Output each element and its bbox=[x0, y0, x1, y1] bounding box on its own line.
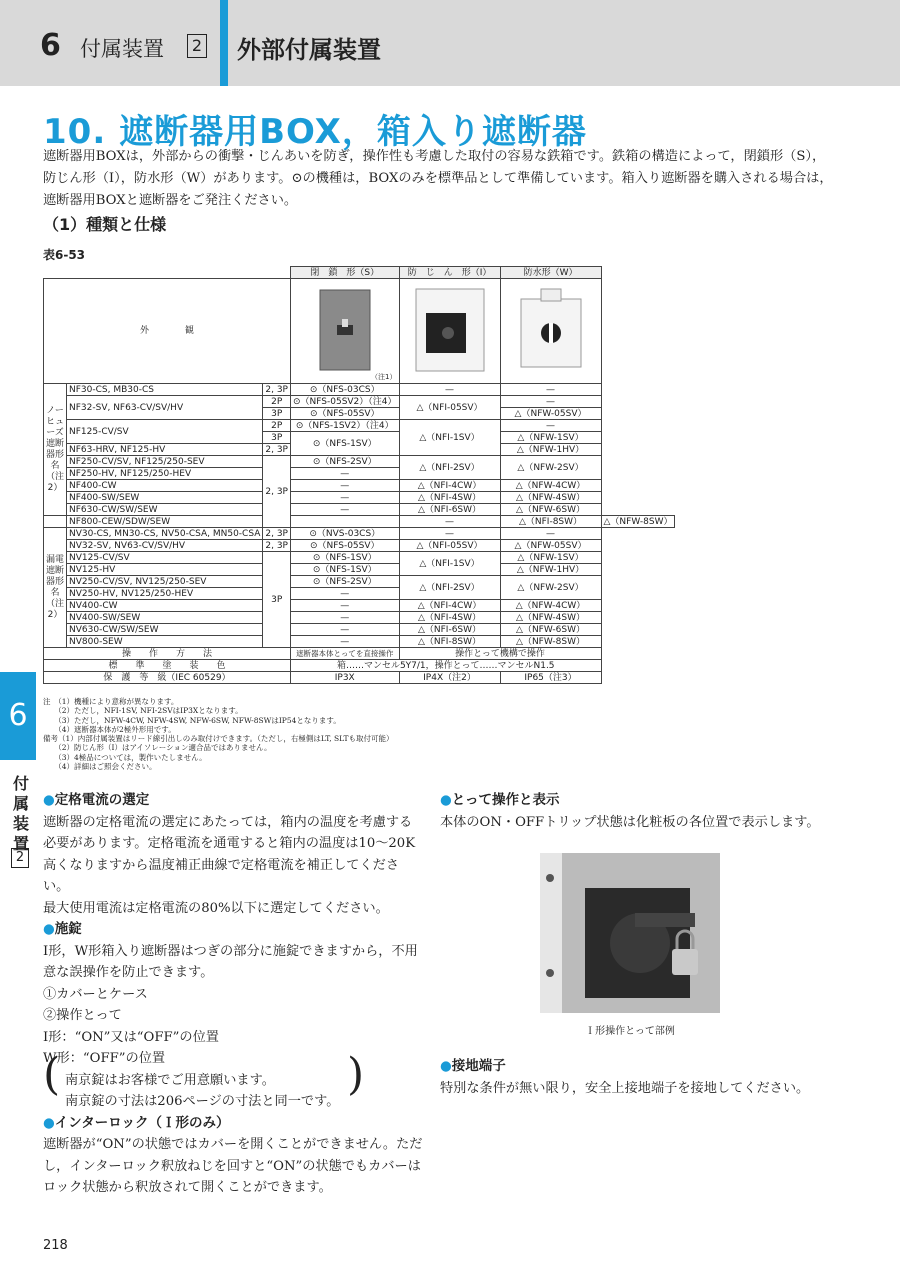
table-row bbox=[44, 504, 675, 516]
w-cell: — bbox=[500, 384, 601, 396]
pole-cell: 2P bbox=[263, 420, 291, 432]
side-chapter-title: 付属装置 bbox=[12, 774, 29, 853]
s-cell: ⊙（NFS-1SV） bbox=[290, 552, 399, 564]
s-cell: ⊙（NFS-1SV） bbox=[290, 564, 399, 576]
table-row bbox=[44, 600, 675, 612]
pole-cell: 2, 3P bbox=[263, 540, 291, 552]
heading-ground-terminal bbox=[440, 1056, 825, 1078]
side-box-number: 2 bbox=[11, 848, 29, 868]
table-row-protection bbox=[44, 672, 675, 684]
note-line: （3）ただし，NFW-4CW, NFW-4SW, NFW-6SW, NFW-8SWはIP54となります。 bbox=[43, 715, 341, 725]
model-cell: NF250-CV/SV, NF125/250-SEV bbox=[67, 456, 263, 468]
heading-handle-operation bbox=[440, 790, 825, 812]
note-line: 注 （1）機種により意称が異なります。 bbox=[43, 697, 179, 706]
subsection-heading: （1）種類と仕様 bbox=[43, 215, 167, 234]
pole-cell: 3P bbox=[263, 552, 291, 648]
table-row bbox=[44, 528, 675, 540]
intro-paragraph: 遮断器用BOXは，外部からの衝撃・じんあいを防ぎ，操作性も考慮した取付の容易な鉄箱です。鉄箱の構造によって，閉鎖形（S），防じん形（I），防水形（W）があります。⊙の機種は，BOXのみを標準品として準備しています。箱入り遮断器を購入される場合は，遮断器用BOXと遮断器をご発注ください。 bbox=[43, 149, 833, 208]
chapter-title: 付属装置 bbox=[80, 37, 164, 61]
s-cell: ⊙（NFS-05SV） bbox=[290, 540, 399, 552]
table-header-row bbox=[44, 267, 675, 279]
i-cell: △（NFI-8SW） bbox=[399, 636, 500, 648]
w-cell: △（NFW-8SW） bbox=[500, 636, 601, 648]
chapter-side-tab: 6 bbox=[0, 672, 36, 760]
s-cell: ⊙（NVS-03CS） bbox=[290, 528, 399, 540]
paragraph: 最大使用電流は定格電流の80%以下に選定してください。 bbox=[43, 900, 389, 916]
table-row bbox=[44, 384, 675, 396]
w-cell: △（NFW-6SW） bbox=[500, 504, 601, 516]
op-iw-cell: 操作とって機構で操作 bbox=[399, 648, 601, 660]
col-header-s: 閉 鎖 形（S） bbox=[290, 267, 399, 279]
padlock-note bbox=[43, 1070, 423, 1113]
s-cell: ⊙（NFS-05SV） bbox=[290, 408, 399, 420]
s-cell: ⊙（NFS-1SV） bbox=[290, 432, 399, 456]
paint-label: 標 準 塗 装 色 bbox=[44, 660, 291, 672]
table-row bbox=[44, 540, 675, 552]
bullet-icon: ● bbox=[43, 1114, 55, 1131]
op-method-label: 操 作 方 法 bbox=[44, 648, 291, 660]
s-cell: — bbox=[290, 468, 399, 480]
table-row bbox=[44, 480, 675, 492]
waterproof-box-image bbox=[511, 285, 591, 375]
w-cell: △（NFW-05SV） bbox=[500, 540, 601, 552]
right-column bbox=[440, 790, 825, 1099]
s-cell: ⊙（NFS-05SV2）（注4） bbox=[290, 396, 399, 408]
w-cell: — bbox=[500, 420, 601, 432]
s-cell: — bbox=[290, 612, 399, 624]
note-line: （4）遮断器本体が2極外形用です。 bbox=[43, 724, 176, 734]
bullet-icon: ● bbox=[43, 792, 55, 808]
w-cell: △（NFW-4CW） bbox=[500, 480, 601, 492]
s-cell: ⊙（NFS-1SV2）（注4） bbox=[290, 420, 399, 432]
i-cell: △（NFI-4SW） bbox=[399, 492, 500, 504]
i-cell: △（NFI-6SW） bbox=[399, 624, 500, 636]
table-row bbox=[44, 624, 675, 636]
paragraph: 遮断器の定格電流の選定にあたっては，箱内の温度を考慮する必要があります。定格電流を通電すると箱内の温度は10〜20K高くなりますから温度補正曲線で定格電流を補正してください。 bbox=[43, 814, 416, 894]
model-cell: NF30-CS, MB30-CS bbox=[67, 384, 263, 396]
protection-i: IP4X（注2） bbox=[399, 672, 500, 684]
bullet-icon: ● bbox=[440, 792, 452, 808]
pole-cell: 2P bbox=[263, 396, 291, 408]
handle-photo bbox=[540, 853, 720, 1042]
pole-cell bbox=[290, 516, 399, 528]
protection-label: 保 護 等 級（IEC 60529） bbox=[44, 672, 291, 684]
i-cell: △（NFI-1SV） bbox=[399, 552, 500, 576]
paragraph: 特別な条件が無い限り，安全上接地端子を接地してください。 bbox=[440, 1080, 810, 1096]
i-cell: △（NFI-6SW） bbox=[399, 504, 500, 516]
table-row bbox=[44, 576, 675, 588]
heading-text: 施錠 bbox=[54, 921, 82, 937]
heading-text: とって操作と表示 bbox=[451, 792, 560, 808]
table-row bbox=[44, 552, 675, 564]
op-s-cell: 遮断器本体とってを直接操作 bbox=[290, 648, 399, 660]
model-cell: NV250-HV, NV125/250-HEV bbox=[67, 588, 263, 600]
note-line: （4）詳細はご照会ください。 bbox=[43, 762, 157, 772]
photo-dustproof-type bbox=[399, 279, 500, 384]
model-cell: NV125-CV/SV bbox=[67, 552, 263, 564]
chapter-number: 6 bbox=[40, 28, 61, 63]
i-cell: △（NFI-2SV） bbox=[399, 576, 500, 600]
heading-text: 接地端子 bbox=[451, 1058, 506, 1074]
model-cell: NF400-SW/SEW bbox=[67, 492, 263, 504]
section-title: 外部付属装置 bbox=[237, 36, 381, 64]
paragraph: 南京錠の寸法は206ページの寸法と同一です。 bbox=[65, 1094, 340, 1109]
table-notes bbox=[43, 697, 393, 771]
model-cell: NV32-SV, NV63-CV/SV/HV bbox=[67, 540, 263, 552]
table-row bbox=[44, 456, 675, 468]
note-line: 備考（1）内部付属装置はリード線引出しのみ取付けできます。（ただし，右極側はLT, SLTも取付可能） bbox=[43, 734, 394, 744]
paint-value: 箱……マンセル5Y7/1，操作とって……マンセルN1.5 bbox=[290, 660, 601, 672]
pole-cell: 3P bbox=[263, 408, 291, 420]
pole-cell: 2, 3P bbox=[263, 456, 291, 528]
paragraph: 本体のON・OFFトリップ状態は化粧板の各位置で表示します。 bbox=[440, 814, 820, 830]
s-cell: — bbox=[290, 588, 399, 600]
appearance-label: 外 観 bbox=[44, 279, 291, 384]
note-line: （2）ただし，NFI-1SV, NFI-2SVはIP3Xとなります。 bbox=[43, 706, 243, 716]
s-cell: — bbox=[290, 480, 399, 492]
table-row bbox=[44, 396, 675, 408]
w-cell: △（NFW-1SV） bbox=[500, 432, 601, 444]
w-cell: △（NFW-4SW） bbox=[500, 492, 601, 504]
pole-cell: 2, 3P bbox=[263, 384, 291, 396]
i-cell: △（NFI-05SV） bbox=[399, 396, 500, 420]
model-cell: NF250-HV, NF125/250-HEV bbox=[67, 468, 263, 480]
page-number: 218 bbox=[43, 1238, 68, 1253]
i-cell: △（NFI-4CW） bbox=[399, 600, 500, 612]
w-cell: △（NFW-1HV） bbox=[500, 444, 601, 456]
s-cell: ⊙（NFS-2SV） bbox=[290, 456, 399, 468]
w-cell: — bbox=[500, 528, 601, 540]
table-row bbox=[44, 420, 675, 432]
header-accent-bar bbox=[220, 0, 228, 86]
heading-text: インターロック（Ｉ形のみ） bbox=[54, 1114, 230, 1131]
paragraph: 遮断器が“ON”の状態ではカバーを開くことができません。ただし，インターロック釈放ねじを回すと“ON”の状態でもカバーはロック状態から釈放されて開くことができます。 bbox=[43, 1137, 423, 1195]
dustproof-box-image bbox=[410, 285, 490, 375]
model-cell: NF630-CW/SW/SEW bbox=[67, 504, 263, 516]
paragraph: W形：“OFF”の位置 bbox=[43, 1051, 166, 1066]
model-cell: NV630-CW/SW/SEW bbox=[67, 624, 263, 636]
heading-locking bbox=[43, 919, 423, 941]
heading-rated-current bbox=[43, 790, 423, 812]
w-cell: △（NFW-4SW） bbox=[500, 612, 601, 624]
w-cell: △（NFW-1SV） bbox=[500, 552, 601, 564]
s-cell: — bbox=[290, 504, 399, 516]
table-row-appearance bbox=[44, 279, 675, 384]
w-cell: △（NFW-4CW） bbox=[500, 600, 601, 612]
photo-caption: Ｉ形操作とって部例 bbox=[585, 1025, 675, 1037]
model-cell: NF125-CV/SV bbox=[67, 420, 263, 444]
s-cell: ⊙（NFS-03CS） bbox=[290, 384, 399, 396]
i-cell: — bbox=[399, 384, 500, 396]
bullet-icon: ● bbox=[440, 1058, 452, 1074]
model-cell: NF800-CEW/SDW/SEW bbox=[67, 516, 263, 528]
note-line: （2）防じん形（I）はアイソレーション適合品ではありません。 bbox=[43, 743, 272, 753]
s-cell: — bbox=[290, 636, 399, 648]
left-column bbox=[43, 790, 423, 1199]
model-cell: NF63-HRV, NF125-HV bbox=[67, 444, 263, 456]
s-cell: ⊙（NFS-2SV） bbox=[290, 576, 399, 588]
w-cell: △（NFW-8SW） bbox=[601, 516, 675, 528]
w-cell: △（NFW-6SW） bbox=[500, 624, 601, 636]
note-line: （3）4極品については，製作いたしません。 bbox=[43, 752, 207, 762]
i-cell: △（NFI-1SV） bbox=[399, 420, 500, 456]
model-cell: NF32-SV, NF63-CV/SV/HV bbox=[67, 396, 263, 420]
protection-w: IP65（注3） bbox=[500, 672, 601, 684]
photo-note: （注1） bbox=[371, 373, 397, 381]
heading-text: 定格電流の選定 bbox=[54, 792, 150, 808]
i-cell: △（NFI-05SV） bbox=[399, 540, 500, 552]
w-cell: △（NFW-2SV） bbox=[500, 576, 601, 600]
w-cell: — bbox=[500, 396, 601, 408]
pole-cell: 3P bbox=[263, 432, 291, 444]
table-caption: 表6-53 bbox=[43, 248, 86, 262]
s-cell: — bbox=[290, 624, 399, 636]
col-header-w: 防水形（W） bbox=[500, 267, 601, 279]
paragraph: ①カバーとケース bbox=[43, 986, 148, 1002]
i-cell: — bbox=[399, 528, 500, 540]
pole-cell: 2, 3P bbox=[263, 444, 291, 456]
col-header-i: 防 じ ん 形（I） bbox=[399, 267, 500, 279]
w-cell: △（NFW-2SV） bbox=[500, 456, 601, 480]
protection-s: IP3X bbox=[290, 672, 399, 684]
table-row bbox=[44, 564, 675, 576]
w-cell: △（NFW-05SV） bbox=[500, 408, 601, 420]
paragraph: ( 南京錠はお客様でご用意願います。 bbox=[65, 1072, 275, 1088]
photo-closed-type bbox=[290, 279, 399, 384]
model-cell: NV125-HV bbox=[67, 564, 263, 576]
model-cell: NV250-CV/SV, NV125/250-SEV bbox=[67, 576, 263, 588]
nofuse-group-spacer bbox=[44, 516, 67, 528]
leak-group-label: 漏電遮断器形名（注2） bbox=[44, 528, 67, 648]
model-cell: NV400-CW bbox=[67, 600, 263, 612]
paragraph: I形：“ON”又は“OFF”の位置 bbox=[43, 1029, 219, 1045]
model-cell: NV800-SEW bbox=[67, 636, 263, 648]
photo-waterproof-type bbox=[500, 279, 601, 384]
model-cell: NV30-CS, MN30-CS, NV50-CSA, MN50-CSA bbox=[67, 528, 263, 540]
chapter-box-number: 2 bbox=[187, 34, 207, 58]
table-row-operation bbox=[44, 648, 675, 660]
i-cell: △（NFI-2SV） bbox=[399, 456, 500, 480]
page-title: 10. 遮断器用BOX，箱入り遮断器 bbox=[43, 112, 587, 152]
table-row bbox=[44, 636, 675, 648]
heading-interlock bbox=[43, 1113, 423, 1135]
page-header bbox=[0, 0, 900, 86]
paragraph: I形，W形箱入り遮断器はつぎの部分に施錠できますから，不用意な誤操作を防止できます。 bbox=[43, 943, 418, 980]
i-cell: △（NFI-4CW） bbox=[399, 480, 500, 492]
table-row bbox=[44, 492, 675, 504]
model-cell: NF400-CW bbox=[67, 480, 263, 492]
s-cell: — bbox=[290, 600, 399, 612]
table-row-paint bbox=[44, 660, 675, 672]
model-cell: NV400-SW/SEW bbox=[67, 612, 263, 624]
spec-table bbox=[43, 266, 675, 684]
nofuse-group-label: ノーヒューズ遮断器形名（注2） bbox=[44, 384, 67, 516]
i-cell: △（NFI-4SW） bbox=[399, 612, 500, 624]
i-cell: △（NFI-8SW） bbox=[500, 516, 601, 528]
closed-box-image bbox=[315, 287, 375, 372]
w-cell: △（NFW-1HV） bbox=[500, 564, 601, 576]
paragraph: ②操作とって bbox=[43, 1008, 122, 1023]
pole-cell: 2, 3P bbox=[263, 528, 291, 540]
s-cell: — bbox=[290, 492, 399, 504]
s-cell: — bbox=[399, 516, 500, 528]
table-row bbox=[44, 612, 675, 624]
handle-image bbox=[540, 853, 720, 1013]
bullet-icon: ● bbox=[43, 921, 55, 937]
table-row bbox=[44, 516, 675, 528]
